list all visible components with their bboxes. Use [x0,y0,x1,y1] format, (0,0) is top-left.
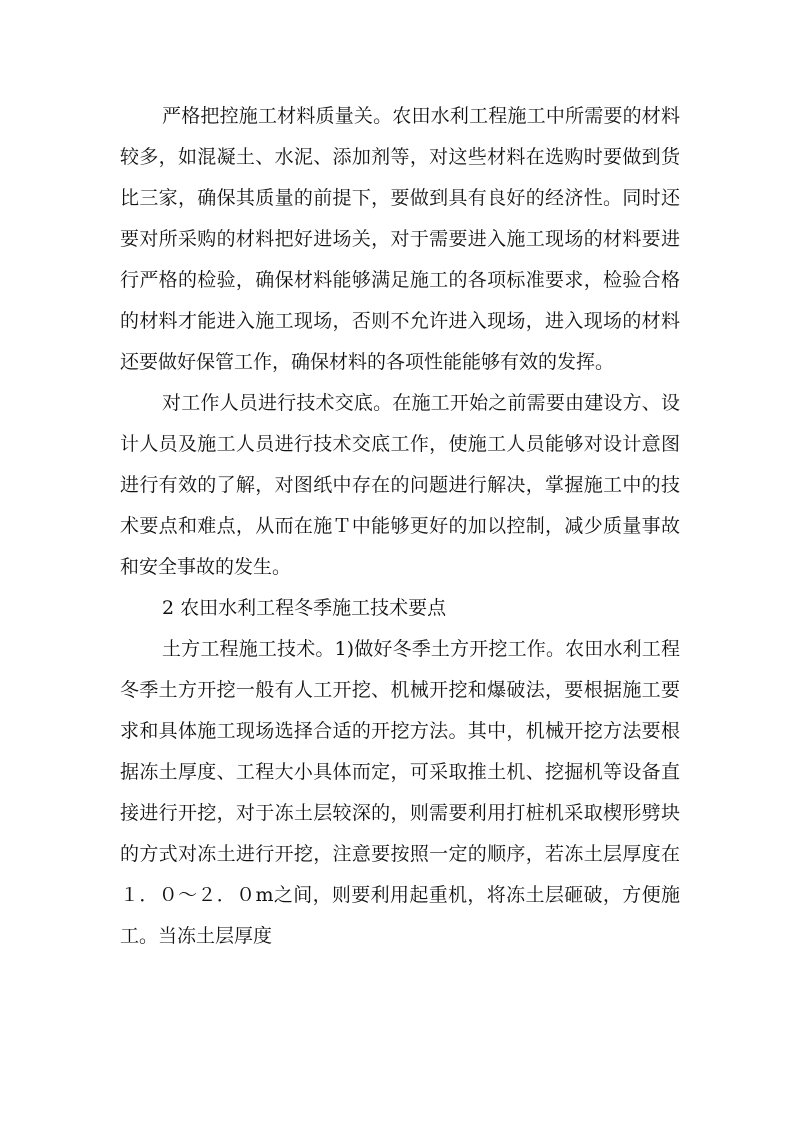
paragraph-earthwork: 土方工程施工技术。1)做好冬季土方开挖工作。农田水利工程冬季土方开挖一般有人工开挖、机械开挖和爆破法，要根据施工要求和具体施工现场选择合适的开挖方法。其中，机械开挖方法要根据冻土厚度、工程大小具体而定，可采取推土机、挖掘机等设备直接进行开挖，对于冻土层较深的，则需要利用打桩机采取楔形劈块的方式对冻土进行开挖，注意要按照一定的顺序，若冻土层厚度在１．０～２．０m之间，则要利用起重机，将冻土层砸破，方便施工。当冻土层厚度 [120,638,680,947]
section-heading-winter-construction: 2 农田水利工程冬季施工技术要点 [162,597,447,619]
paragraph-material-quality: 严格把控施工材料质量关。农田水利工程施工中所需要的材料较多，如混凝土、水泥、添加剂等，对这些材料在选购时要做到货比三家，确保其质量的前提下，要做到具有良好的经济性。同时还要对所采购的材料把好进场关，对于需要进入施工现场的材料要进行严格的检验，确保材料能够满足施工的各项标准要求，检验合格的材料才能进入施工现场，否则不允许进入现场，进入现场的材料还要做好保管工作，确保材料的各项性能能够有效的发挥。 [120,105,680,373]
paragraph-technical-briefing: 对工作人员进行技术交底。在施工开始之前需要由建设方、设计人员及施工人员进行技术交底工作，使施工人员能够对设计意图进行有效的了解，对图纸中存在的问题进行解决，掌握施工中的技术要点和难点，从而在施Ｔ中能够更好的加以控制，减少质量事故和安全事故的发生。 [120,392,680,578]
document-body [120,96,680,957]
